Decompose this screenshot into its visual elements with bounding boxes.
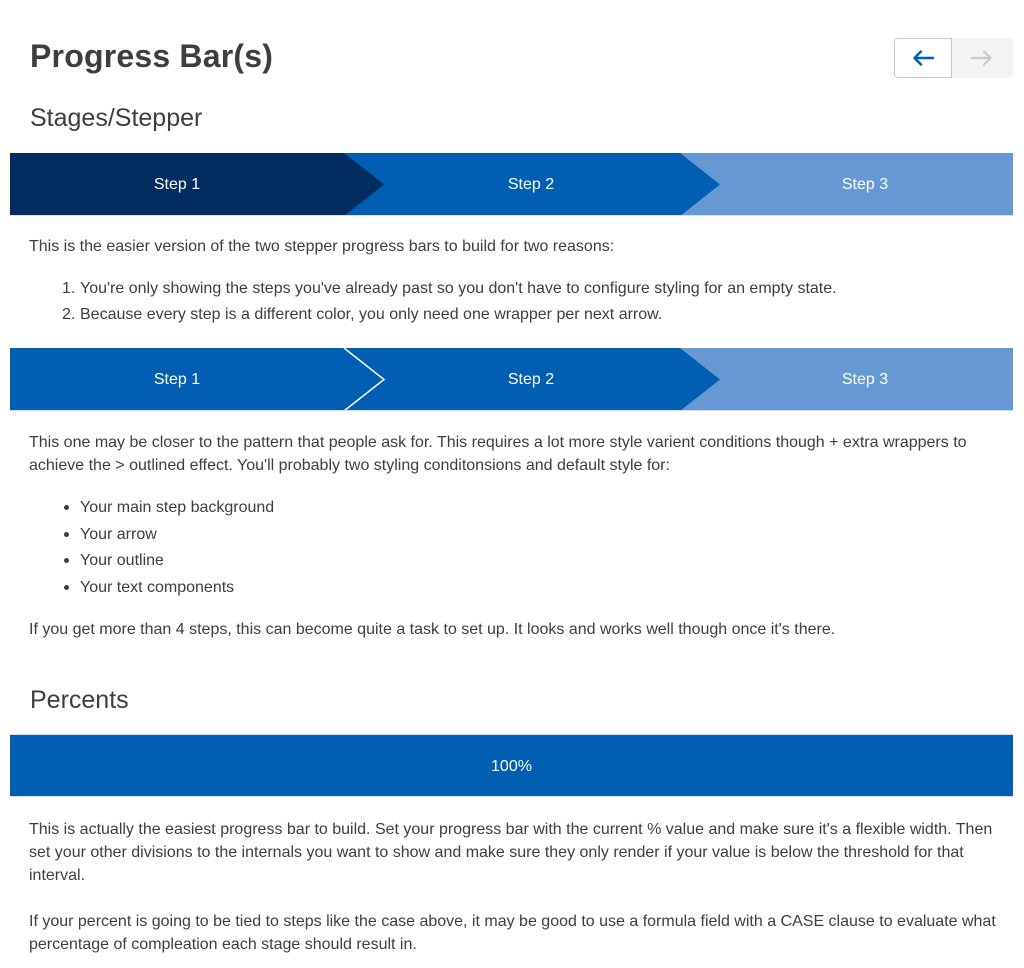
list-text: Your outline bbox=[80, 552, 164, 569]
list-number: 2. bbox=[62, 306, 76, 323]
step-3-label: Step 3 bbox=[841, 371, 889, 388]
reasons-list bbox=[58, 277, 837, 329]
stepper-section-title: Stages/Stepper bbox=[30, 104, 203, 132]
arrow-right-icon bbox=[971, 50, 993, 66]
step-1-label: Step 1 bbox=[153, 371, 201, 388]
stepper2-intro: This one may be closer to the pattern that people ask for. This requires a lot more style varient conditions though + extra wrappers to achieve the > outlined effect. You'll probably two styling conditonsions and default style for: bbox=[29, 434, 967, 474]
next-button[interactable] bbox=[952, 38, 1013, 78]
list-item bbox=[58, 549, 274, 576]
list-text: Your main step background bbox=[80, 499, 275, 516]
list-text: Because every step is a different color, you only need one wrapper per next arrow. bbox=[80, 306, 663, 323]
list-item bbox=[58, 303, 837, 329]
arrow-left-icon bbox=[912, 50, 934, 66]
list-number: 1. bbox=[62, 280, 76, 297]
percents-para-2: If your percent is going to be tied to steps like the case above, it may be good to use a formula field with a CASE clause to evaluate what percentage of compleation each stage should result in. bbox=[29, 913, 996, 953]
step-3-label: Step 3 bbox=[841, 176, 889, 193]
step-1-label: Step 1 bbox=[153, 176, 201, 193]
percent-progress-bar bbox=[10, 734, 1013, 797]
stepper-outlined bbox=[10, 348, 1013, 411]
list-item bbox=[58, 576, 274, 603]
list-item bbox=[58, 277, 837, 303]
step-2-label: Step 2 bbox=[507, 371, 555, 388]
list-text: You're only showing the steps you've already past so you don't have to configure styling for an empty state. bbox=[80, 280, 837, 297]
stepper1-intro: This is the easier version of the two stepper progress bars to build for two reasons: bbox=[29, 238, 615, 255]
step-2-label: Step 2 bbox=[507, 176, 555, 193]
record-navigation bbox=[894, 38, 1013, 78]
percent-label: 100% bbox=[491, 758, 532, 775]
percents-section-title: Percents bbox=[30, 686, 129, 714]
style-list bbox=[58, 496, 274, 602]
list-text: Your arrow bbox=[80, 525, 157, 543]
stepper-solid bbox=[10, 153, 1013, 216]
stepper2-outro: If you get more than 4 steps, this can become quite a task to set up. It looks and works well though once it's there. bbox=[29, 621, 836, 638]
list-item bbox=[58, 496, 274, 523]
previous-button[interactable] bbox=[894, 38, 952, 78]
list-item bbox=[58, 523, 274, 550]
list-text: Your text components bbox=[80, 578, 235, 596]
percents-para-1: This is actually the easiest progress bar to build. Set your progress bar with the current % value and make sure it's a flexible width. Then set your other divisions to the internals you want to show and make sure they only render if your value is below the threshold for that interval. bbox=[29, 821, 993, 884]
page-title: Progress Bar(s) bbox=[30, 38, 274, 74]
